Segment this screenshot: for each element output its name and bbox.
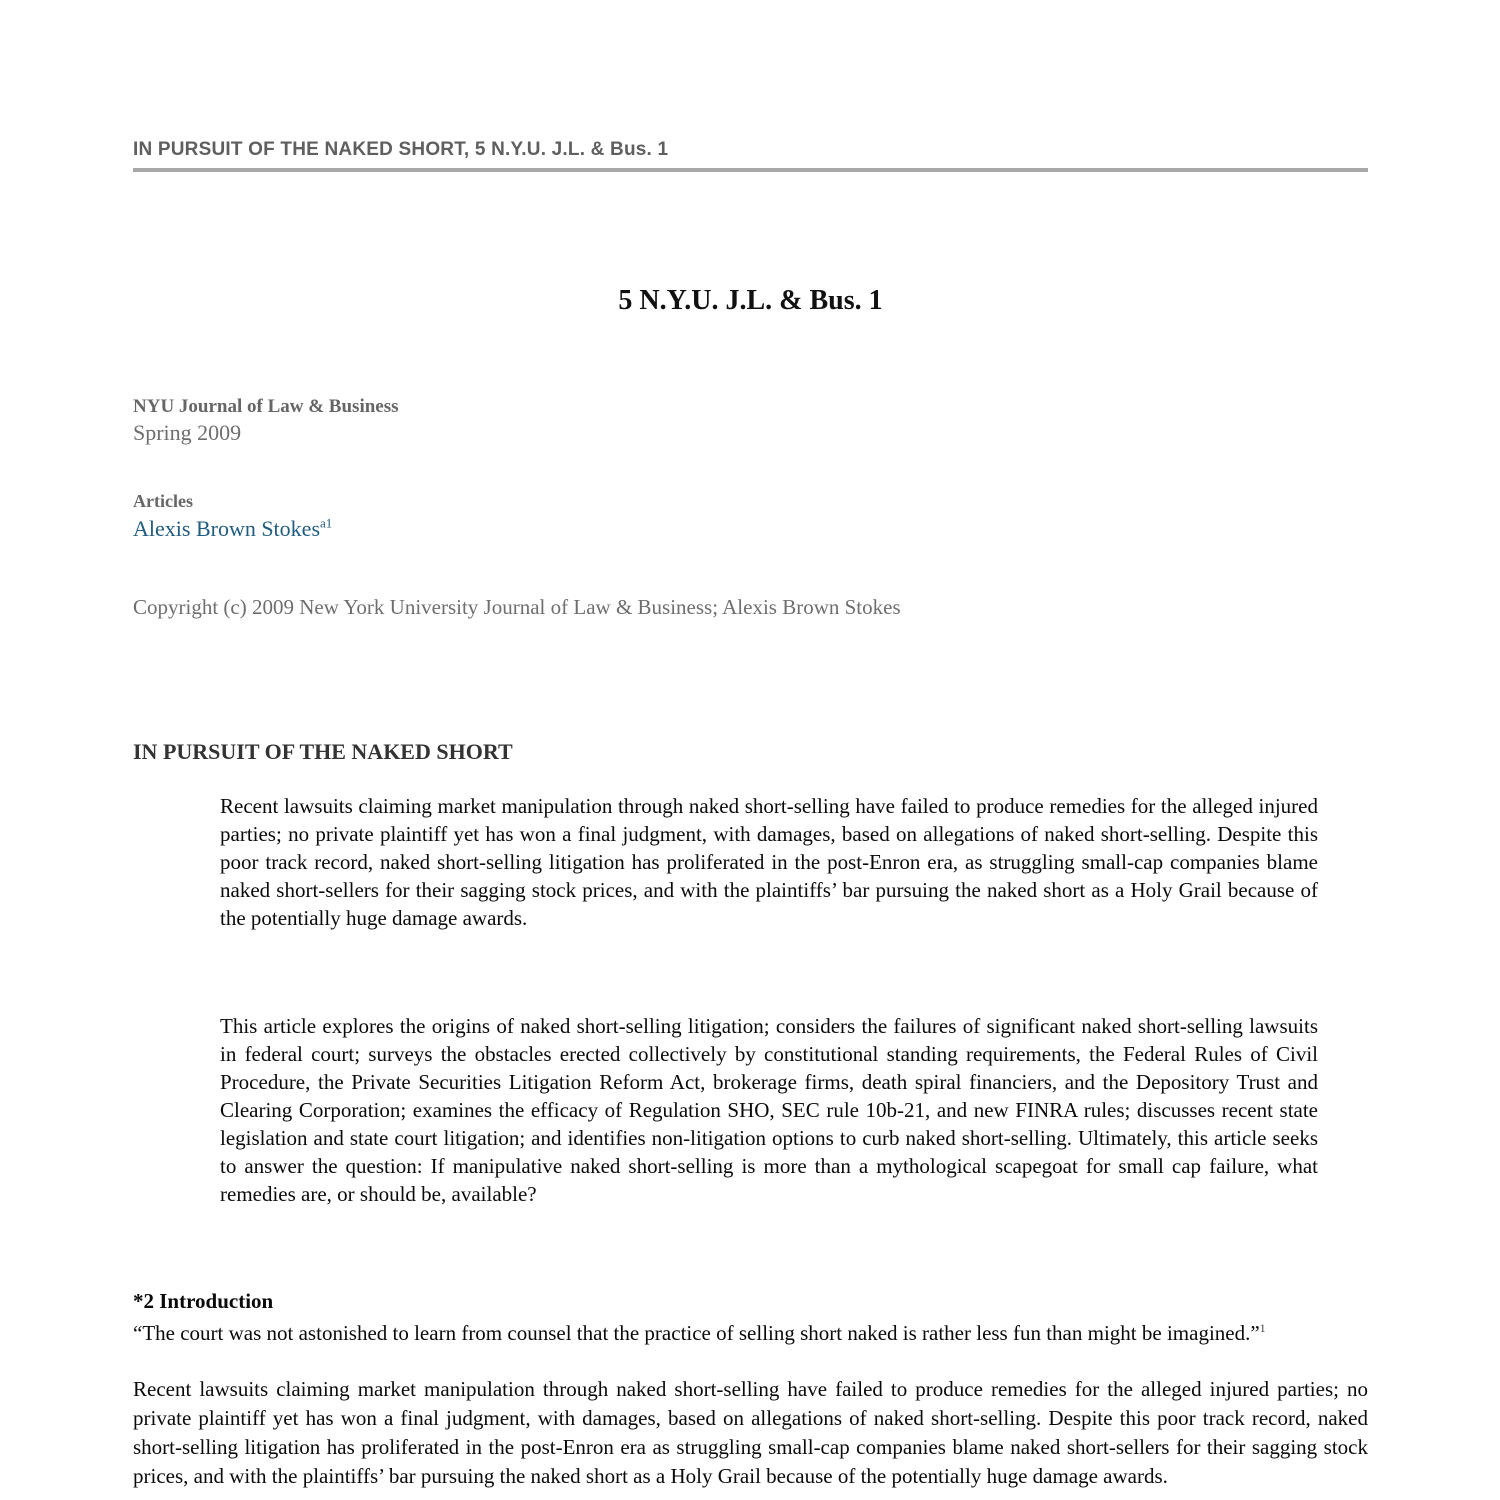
abstract-paragraph-2: This article explores the origins of naked short-selling litigation; considers the failures of significant naked short-selling lawsuits in federal court; surveys the obstacles erected collectively by constitutional standing requirements, the Federal Rules of Civil Procedure, the Private Securities Litigation Reform Act, brokerage firms, death spiral financiers, and the Depository Trust and Clearing Corporation; examines the efficacy of Regulation SHO, SEC rule 10b-21, and new FINRA rules; discusses recent state legislation and state court litigation; and identifies non-litigation options to curb naked short-selling. Ultimately, this article seeks to answer the question: If manipulative naked short-selling is more than a mythological scapegoat for small cap failure, what remedies are, or should be, available?	[220, 1014, 1318, 1206]
journal-issue-date: Spring 2009	[133, 420, 242, 445]
journal-name: NYU Journal of Law & Business	[133, 396, 399, 417]
author-footnote-ref-link[interactable]: a1	[320, 515, 333, 531]
author-line	[133, 515, 1368, 542]
author-name-link[interactable]: Alexis Brown Stokes	[133, 516, 320, 541]
section-label: Articles	[133, 491, 193, 511]
introduction-quote	[133, 1319, 1368, 1347]
quote-text: “The court was not astonished to learn from counsel that the practice of selling short naked is rather less fun than might be imagined.”	[133, 1321, 1260, 1345]
journal-block	[133, 395, 1368, 446]
quote-footnote-ref-link[interactable]: 1	[1259, 1321, 1266, 1335]
articles-block	[133, 490, 1368, 542]
article-title-heading: IN PURSUIT OF THE NAKED SHORT	[133, 739, 513, 764]
introduction-heading: *2 Introduction	[133, 1289, 274, 1313]
document-header-title: IN PURSUIT OF THE NAKED SHORT, 5 N.Y.U. J.L. & Bus. 1	[133, 139, 669, 160]
copyright-line: Copyright (c) 2009 New York University Journal of Law & Business; Alexis Brown Stokes	[133, 595, 901, 619]
citation-title: 5 N.Y.U. J.L. & Bus. 1	[618, 285, 883, 316]
header-divider-rule	[133, 168, 1368, 172]
abstract-paragraph-1: Recent lawsuits claiming market manipulation through naked short-selling have failed to produce remedies for the alleged injured parties; no private plaintiff yet has won a final judgment, with damages, based on allegations of naked short-selling. Despite this poor track record, naked short-selling litigation has proliferated in the post-Enron era, as struggling small-cap companies blame naked short-sellers for their sagging stock prices, and with the plaintiffs’ bar pursuing the naked short as a Holy Grail because of the potentially huge damage awards.	[220, 794, 1318, 930]
introduction-body-paragraph: Recent lawsuits claiming market manipulation through naked short-selling have failed to produce remedies for the alleged injured parties; no private plaintiff yet has won a final judgment, with damages, based on allegations of naked short-selling. Despite this poor track record, naked short-selling litigation has proliferated in the post-Enron era as struggling small-cap companies blame naked short-sellers for their sagging stock prices, and with the plaintiffs’ bar pursuing the naked short as a Holy Grail because of the potentially huge damage awards.	[133, 1377, 1368, 1488]
